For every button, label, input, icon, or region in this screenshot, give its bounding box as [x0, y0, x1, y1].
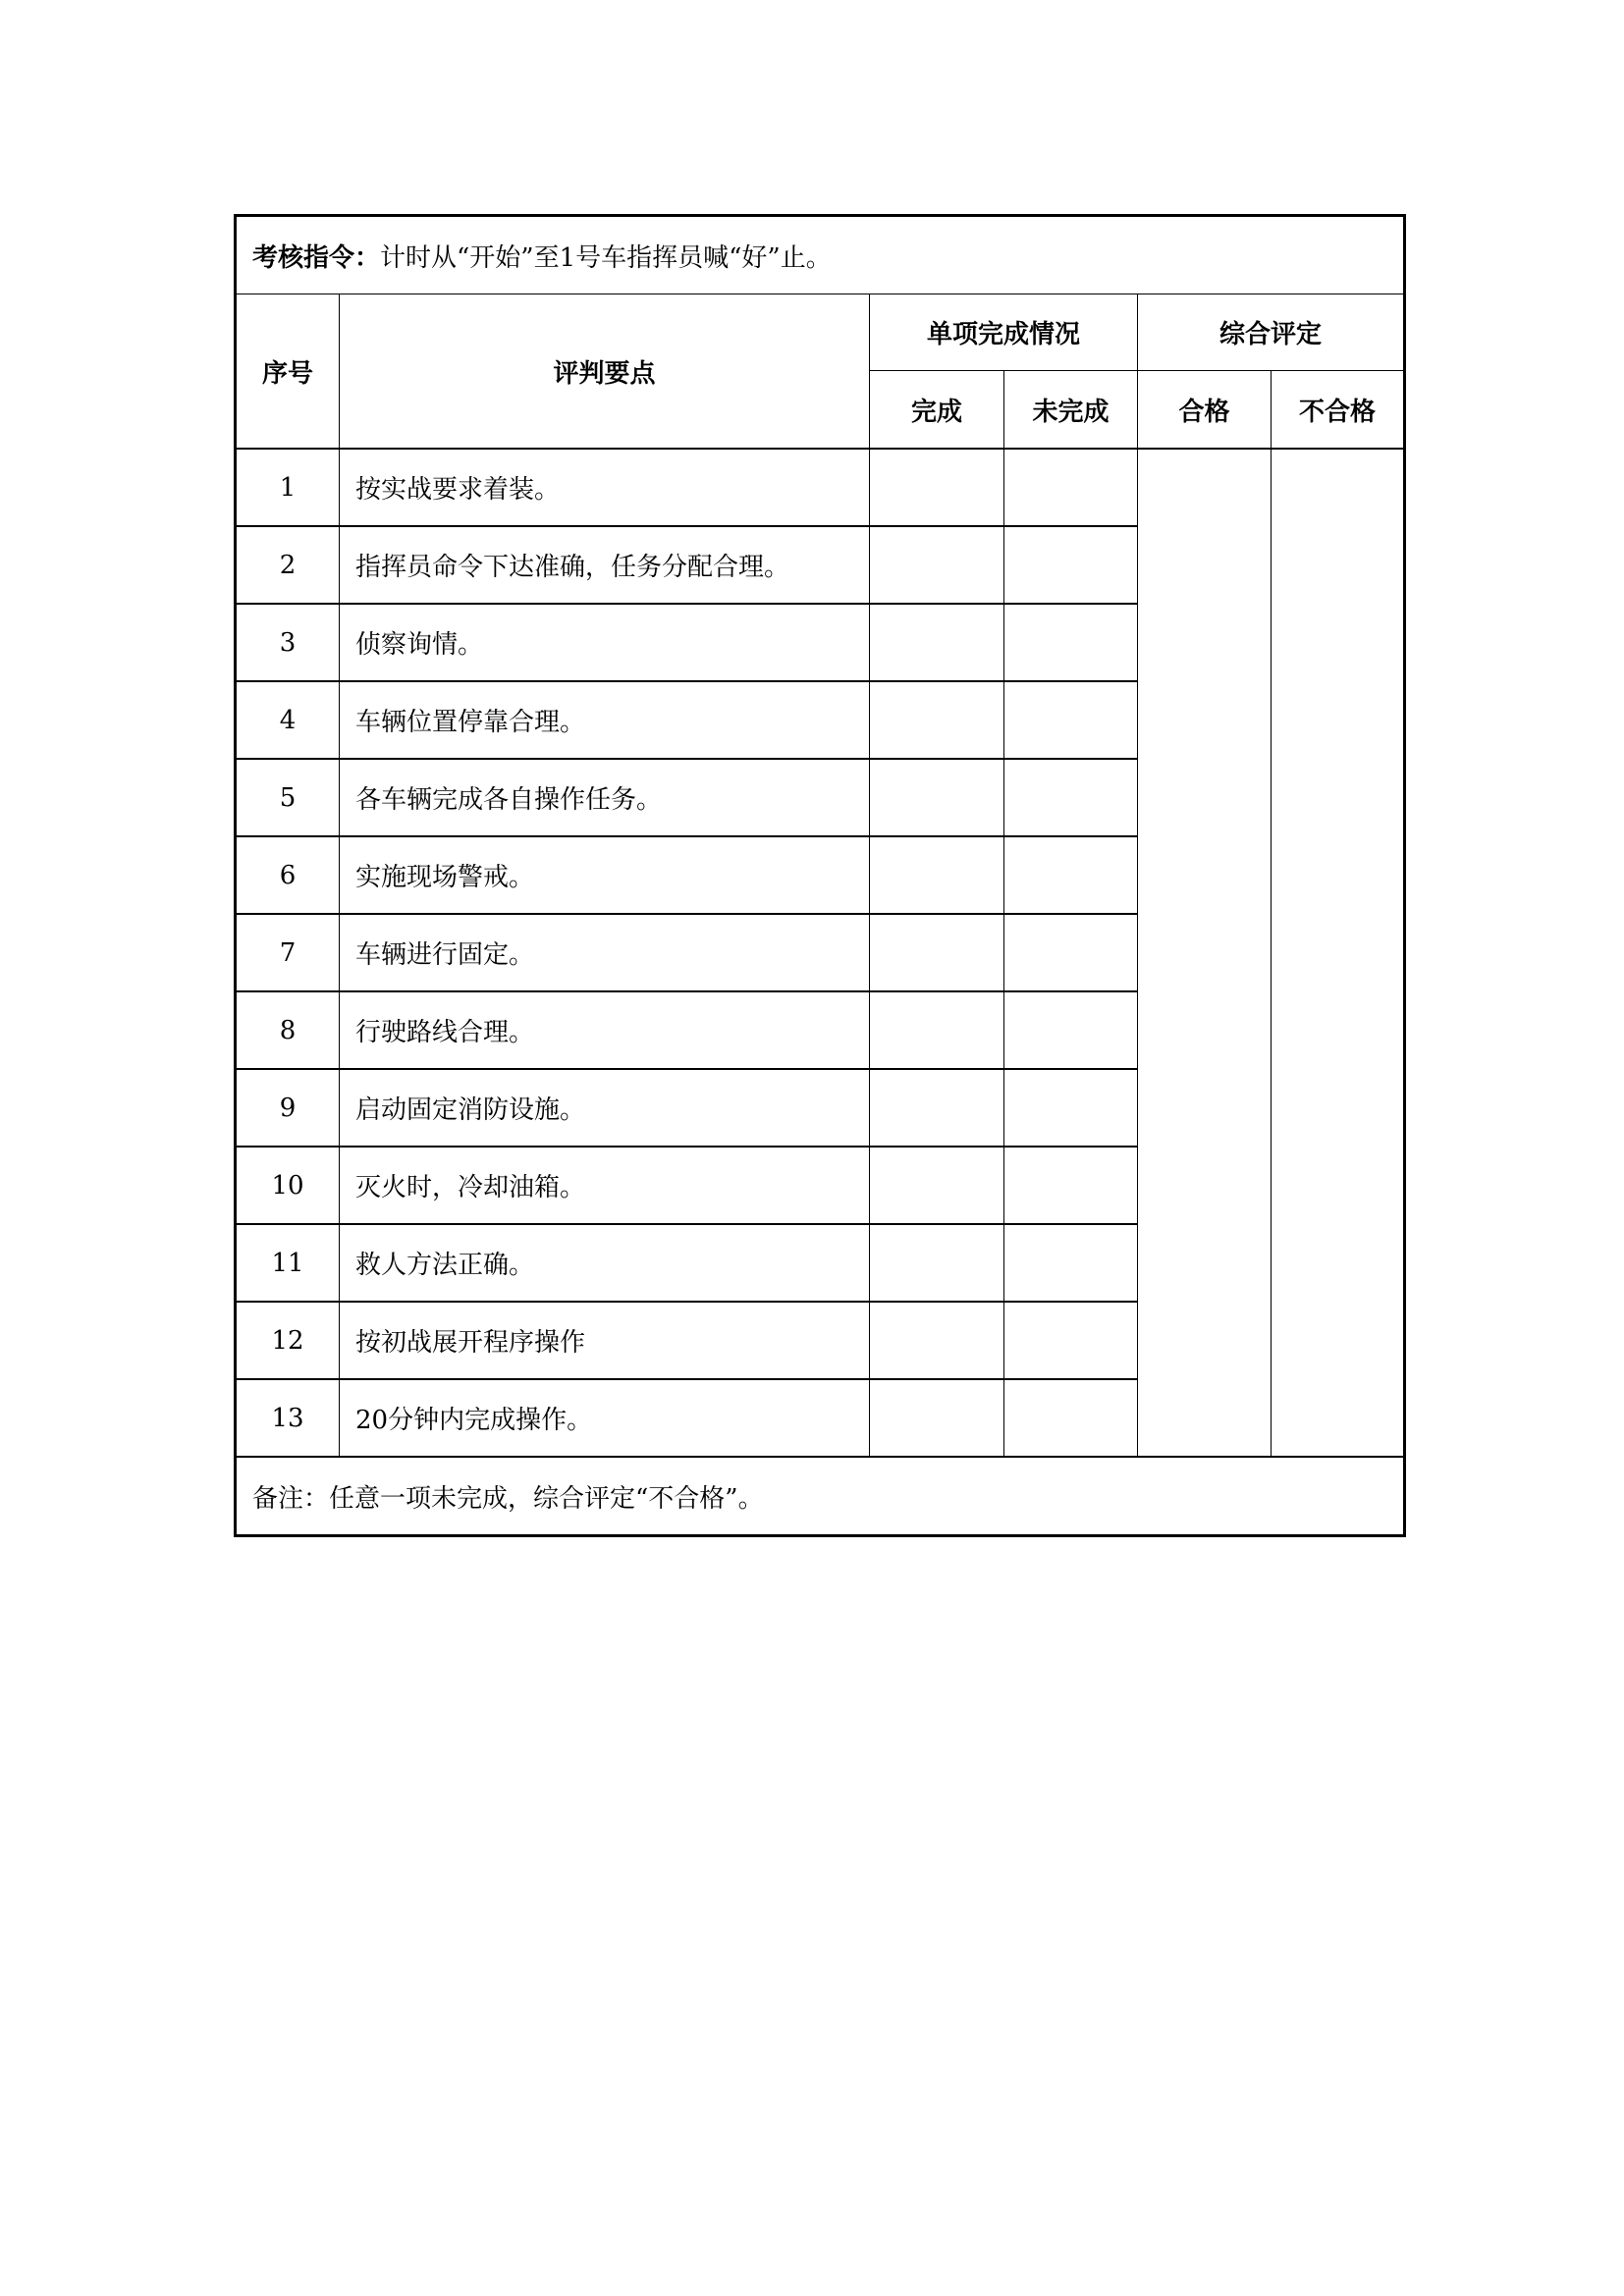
row-number: 13: [236, 1379, 340, 1457]
not-done-cell[interactable]: [1004, 1069, 1138, 1147]
row-number: 4: [236, 681, 340, 759]
row-point: 侦察询情。: [340, 604, 870, 681]
header-pass: 合格: [1138, 371, 1272, 450]
instruction-cell: [236, 216, 1405, 294]
fail-cell[interactable]: [1272, 449, 1405, 1457]
done-cell[interactable]: [870, 1224, 1004, 1302]
row-number: 6: [236, 836, 340, 914]
table-row: [236, 449, 1405, 526]
header-single: 单项完成情况: [870, 294, 1138, 371]
not-done-cell[interactable]: [1004, 1147, 1138, 1224]
done-cell[interactable]: [870, 526, 1004, 604]
pass-cell[interactable]: [1138, 449, 1272, 1457]
done-cell[interactable]: [870, 1379, 1004, 1457]
row-number: 2: [236, 526, 340, 604]
header-overall: 综合评定: [1138, 294, 1405, 371]
done-cell[interactable]: [870, 1302, 1004, 1379]
row-number: 7: [236, 914, 340, 991]
row-point: 行驶路线合理。: [340, 991, 870, 1069]
done-cell[interactable]: [870, 991, 1004, 1069]
row-point: 按初战展开程序操作: [340, 1302, 870, 1379]
assessment-table: [234, 214, 1406, 1537]
row-number: 3: [236, 604, 340, 681]
row-number: 8: [236, 991, 340, 1069]
header-fail: 不合格: [1272, 371, 1405, 450]
row-point: 20分钟内完成操作。: [340, 1379, 870, 1457]
row-number: 9: [236, 1069, 340, 1147]
row-point: 指挥员命令下达准确，任务分配合理。: [340, 526, 870, 604]
not-done-cell[interactable]: [1004, 836, 1138, 914]
instruction-text: 计时从“开始”至1号车指挥员喊“好”止。: [380, 242, 832, 273]
not-done-cell[interactable]: [1004, 1379, 1138, 1457]
not-done-cell[interactable]: [1004, 759, 1138, 836]
row-number: 11: [236, 1224, 340, 1302]
row-point: 灭火时，冷却油箱。: [340, 1147, 870, 1224]
row-number: 10: [236, 1147, 340, 1224]
done-cell[interactable]: [870, 914, 1004, 991]
header-done: 完成: [870, 371, 1004, 450]
done-cell[interactable]: [870, 449, 1004, 526]
not-done-cell[interactable]: [1004, 991, 1138, 1069]
not-done-cell[interactable]: [1004, 1224, 1138, 1302]
not-done-cell[interactable]: [1004, 914, 1138, 991]
not-done-cell[interactable]: [1004, 449, 1138, 526]
done-cell[interactable]: [870, 604, 1004, 681]
instruction-label: 考核指令：: [252, 242, 381, 273]
not-done-cell[interactable]: [1004, 604, 1138, 681]
header-seq: 序号: [236, 294, 340, 450]
row-number: 5: [236, 759, 340, 836]
done-cell[interactable]: [870, 759, 1004, 836]
row-point: 车辆进行固定。: [340, 914, 870, 991]
done-cell[interactable]: [870, 681, 1004, 759]
not-done-cell[interactable]: [1004, 681, 1138, 759]
row-number: 1: [236, 449, 340, 526]
row-point: 车辆位置停靠合理。: [340, 681, 870, 759]
row-point: 启动固定消防设施。: [340, 1069, 870, 1147]
row-point: 实施现场警戒。: [340, 836, 870, 914]
note: 备注：任意一项未完成，综合评定“不合格”。: [236, 1457, 1405, 1536]
header-not-done: 未完成: [1004, 371, 1138, 450]
not-done-cell[interactable]: [1004, 526, 1138, 604]
row-point: 按实战要求着装。: [340, 449, 870, 526]
done-cell[interactable]: [870, 1147, 1004, 1224]
not-done-cell[interactable]: [1004, 1302, 1138, 1379]
row-point: 各车辆完成各自操作任务。: [340, 759, 870, 836]
row-number: 12: [236, 1302, 340, 1379]
done-cell[interactable]: [870, 1069, 1004, 1147]
done-cell[interactable]: [870, 836, 1004, 914]
header-points: 评判要点: [340, 294, 870, 450]
row-point: 救人方法正确。: [340, 1224, 870, 1302]
